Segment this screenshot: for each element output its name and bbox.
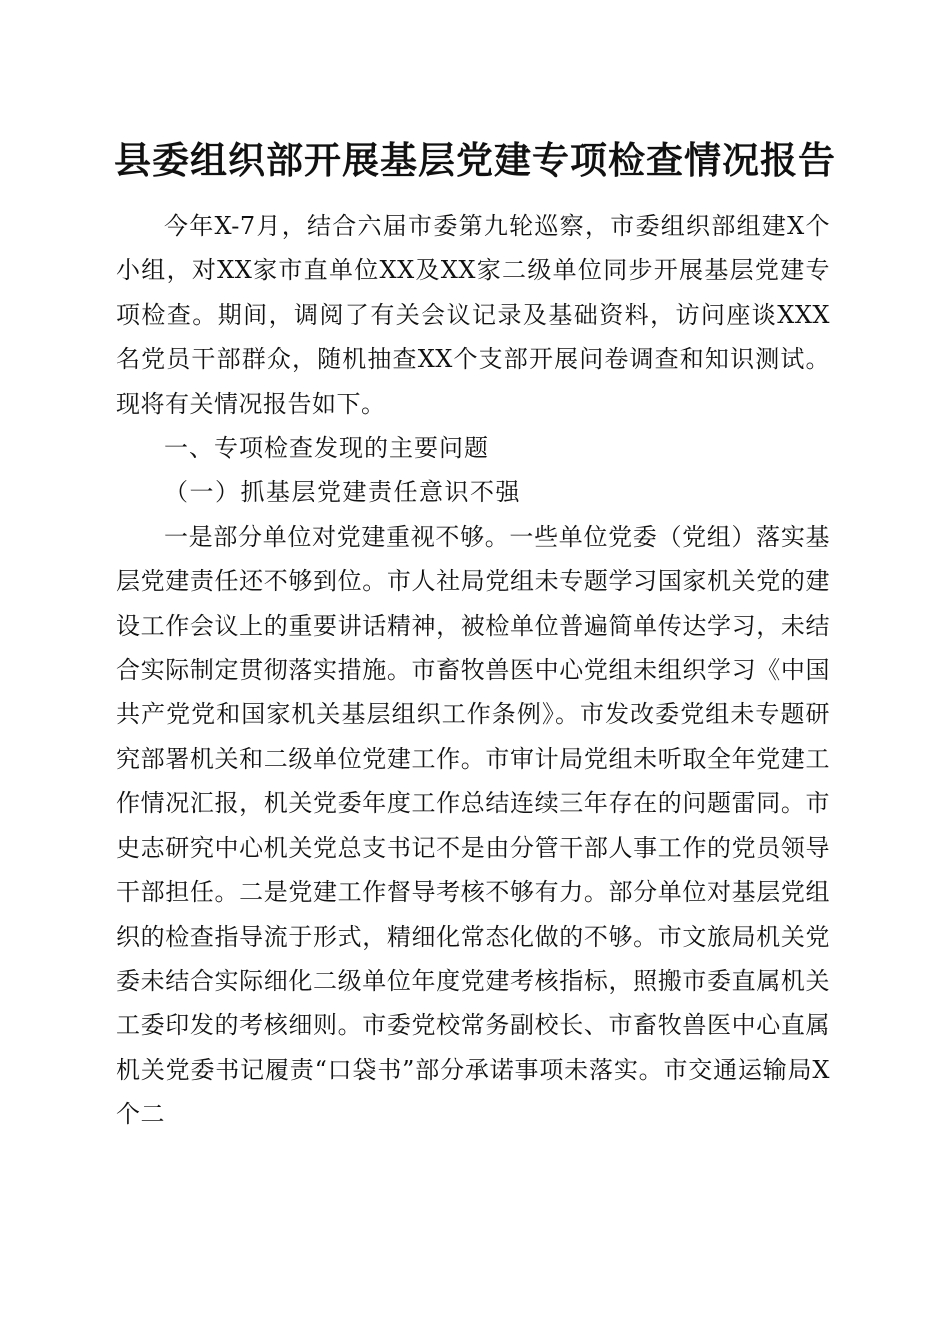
document-body [116,204,830,1137]
document-title: 县委组织部开展基层党建专项检查情况报告 [114,138,836,182]
subsection-heading: （一）抓基层党建责任意识不强 [164,478,521,507]
section-heading: 一、专项检查发现的主要问题 [164,434,489,463]
intro-paragraph: 今年X-7月，结合六届市委第九轮巡察，市委组织部组建X个小组，对XX家市直单位XX及XX家二级单位同步开展基层党建专项检查。期间，调阅了有关会议记录及基础资料，访问座谈XXX名党员干部群众，随机抽查XX个支部开展问卷调查和知识测试。现将有关情况报告如下。 [116,212,830,418]
body-paragraph: 一是部分单位对党建重视不够。一些单位党委（党组）落实基层党建责任还不够到位。市人社局党组未专题学习国家机关党的建设工作会议上的重要讲话精神，被检单位普遍简单传达学习，未结合实际制定贯彻落实措施。市畜牧兽医中心党组未组织学习《中国共产党党和国家机关基层组织工作条例》。市发改委党组未专题研究部署机关和二级单位党建工作。市审计局党组未听取全年党建工作情况汇报，机关党委年度工作总结连续三年存在的问题雷同。市史志研究中心机关党总支书记不是由分管干部人事工作的党员领导干部担任。二是党建工作督导考核不够有力。部分单位对基层党组织的检查指导流于形式，精细化常态化做的不够。市文旅局机关党委未结合实际细化二级单位年度党建考核指标，照搬市委直属机关工委印发的考核细则。市委党校常务副校长、市畜牧兽医中心直属机关党委书记履责“口袋书”部分承诺事项未落实。市交通运输局X个二 [116,522,830,1129]
